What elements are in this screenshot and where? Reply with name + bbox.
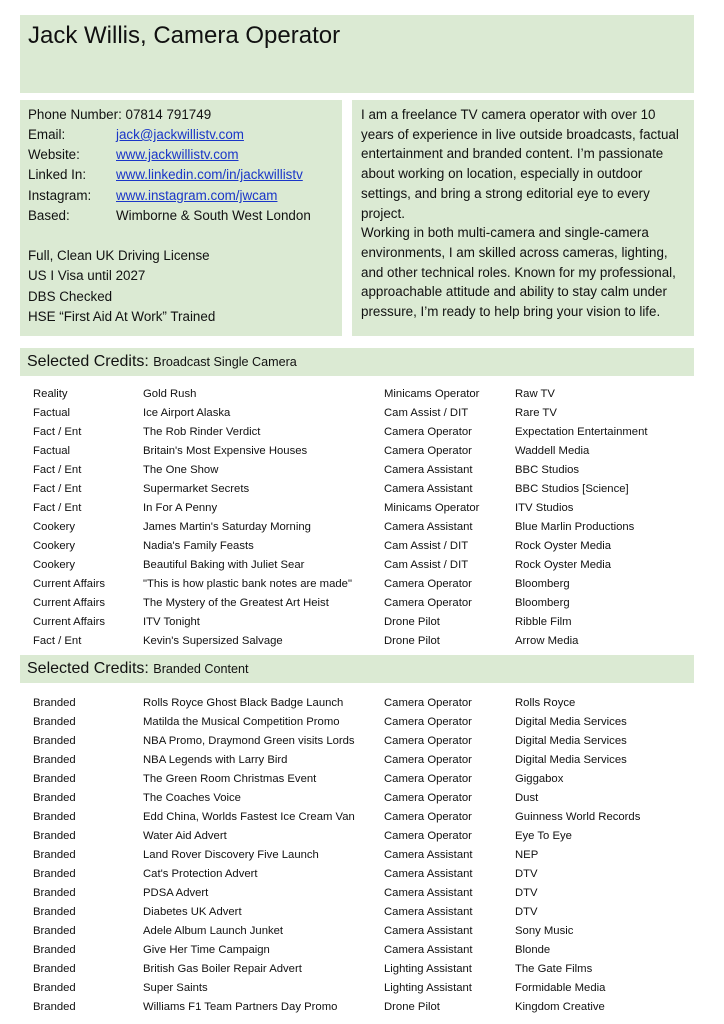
credit-genre: Branded	[33, 1001, 76, 1013]
credit-row	[0, 941, 724, 960]
instagram-label: Instagram:	[28, 188, 92, 203]
credit-role: Camera Operator	[384, 792, 472, 804]
page-title: Jack Willis, Camera Operator	[28, 22, 341, 49]
credit-company: Dust	[515, 792, 539, 804]
credit-role: Camera Operator	[384, 445, 472, 457]
credit-title: Kevin's Supersized Salvage	[143, 635, 283, 647]
dbs-status: DBS Checked	[28, 289, 113, 304]
credit-genre: Current Affairs	[33, 578, 105, 590]
credit-company: The Gate Films	[515, 963, 593, 975]
credit-title: In For A Penny	[143, 502, 218, 514]
credit-company: Bloomberg	[515, 597, 570, 609]
credit-company: Rock Oyster Media	[515, 559, 612, 571]
credit-genre: Branded	[33, 982, 76, 994]
credit-title: ITV Tonight	[143, 616, 200, 628]
credit-title: The One Show	[143, 464, 219, 476]
credit-genre: Branded	[33, 849, 76, 861]
credit-title: Super Saints	[143, 982, 208, 994]
credit-genre: Cookery	[33, 559, 76, 571]
credit-title: Nadia's Family Feasts	[143, 540, 254, 552]
credit-genre: Fact / Ent	[33, 426, 82, 438]
credit-title: Land Rover Discovery Five Launch	[143, 849, 319, 861]
credit-company: Kingdom Creative	[515, 1001, 605, 1013]
credit-role: Camera Operator	[384, 716, 472, 728]
credit-company: NEP	[515, 849, 539, 861]
credit-genre: Current Affairs	[33, 597, 105, 609]
credit-genre: Branded	[33, 735, 76, 747]
credit-company: Arrow Media	[515, 635, 579, 647]
section-title	[27, 353, 297, 371]
credit-role: Camera Operator	[384, 697, 472, 709]
credit-row	[0, 827, 724, 846]
credit-genre: Cookery	[33, 521, 76, 533]
about-paragraph: Working in both multi-camera and single-camera environments, I am skilled across cameras, lighting, and other technical roles. Known for my professional, approachable attitude and ability to stay calm under pressure, I’m ready to help bring your vision to life.	[361, 225, 676, 320]
about-paragraph: I am a freelance TV camera operator with over 10 years of experience in live outside broadcasts, factual entertainment and branded content. I’m passionate about working on location, especially in outdoor settings, and bring a strong editorial eye to every project.	[361, 107, 679, 221]
credit-genre: Branded	[33, 754, 76, 766]
credit-company: Expectation Entertainment	[515, 426, 648, 438]
credit-role: Camera Assistant	[384, 868, 473, 880]
credit-role: Drone Pilot	[384, 635, 440, 647]
credit-genre: Branded	[33, 868, 76, 880]
credit-title: Water Aid Advert	[143, 830, 227, 842]
credit-title: Gold Rush	[143, 388, 197, 400]
credit-title: The Coaches Voice	[143, 792, 241, 804]
credit-genre: Branded	[33, 963, 76, 975]
section-heading: Selected Credits:	[27, 660, 149, 677]
instagram-row	[28, 187, 277, 205]
credit-role: Camera Operator	[384, 597, 472, 609]
based-location: Wimborne & South West London	[116, 208, 311, 223]
credit-row	[0, 998, 724, 1017]
credit-role: Camera Assistant	[384, 887, 473, 899]
credit-company: DTV	[515, 868, 538, 880]
credit-role: Camera Assistant	[384, 464, 473, 476]
credit-title: Britain's Most Expensive Houses	[143, 445, 308, 457]
credit-genre: Fact / Ent	[33, 502, 82, 514]
email-label: Email:	[28, 127, 66, 142]
credit-title: Williams F1 Team Partners Day Promo	[143, 1001, 338, 1013]
credit-row	[0, 423, 724, 442]
credit-row	[0, 922, 724, 941]
about-box	[352, 100, 694, 336]
credit-company: Rare TV	[515, 407, 557, 419]
credit-genre: Cookery	[33, 540, 76, 552]
credit-title: Ice Airport Alaska	[143, 407, 231, 419]
credit-genre: Branded	[33, 906, 76, 918]
credit-row	[0, 632, 724, 651]
credit-genre: Current Affairs	[33, 616, 105, 628]
credit-title: Adele Album Launch Junket	[143, 925, 284, 937]
credit-company: Ribble Film	[515, 616, 572, 628]
credit-role: Camera Assistant	[384, 849, 473, 861]
credit-role: Minicams Operator	[384, 388, 480, 400]
credit-company: DTV	[515, 887, 538, 899]
based-label: Based:	[28, 208, 70, 223]
credit-role: Camera Operator	[384, 735, 472, 747]
credit-row	[0, 979, 724, 998]
credit-title: British Gas Boiler Repair Advert	[143, 963, 302, 975]
credit-genre: Branded	[33, 697, 76, 709]
credit-company: Giggabox	[515, 773, 564, 785]
credit-genre: Branded	[33, 792, 76, 804]
credit-genre: Branded	[33, 716, 76, 728]
credit-genre: Fact / Ent	[33, 483, 82, 495]
credit-role: Minicams Operator	[384, 502, 480, 514]
section-subheading: Broadcast Single Camera	[153, 355, 297, 369]
linkedin-link[interactable]: www.linkedin.com/in/jackwillistv	[116, 167, 303, 182]
credit-role: Camera Operator	[384, 754, 472, 766]
credit-title: The Mystery of the Greatest Art Heist	[143, 597, 329, 609]
credit-title: Supermarket Secrets	[143, 483, 250, 495]
branded-section-header	[20, 655, 694, 683]
section-heading: Selected Credits:	[27, 353, 149, 370]
credit-row	[0, 461, 724, 480]
credit-genre: Branded	[33, 887, 76, 899]
credit-genre: Fact / Ent	[33, 635, 82, 647]
credit-title: "This is how plastic bank notes are made"	[143, 578, 352, 590]
instagram-link[interactable]: www.instagram.com/jwcam	[116, 188, 278, 203]
credit-row	[0, 404, 724, 423]
visa-status: US I Visa until 2027	[28, 268, 146, 283]
credit-role: Camera Assistant	[384, 944, 473, 956]
credit-role: Camera Operator	[384, 811, 472, 823]
credit-genre: Branded	[33, 811, 76, 823]
website-link[interactable]: www.jackwillistv.com	[116, 147, 239, 162]
based-row	[28, 207, 311, 225]
credit-title: Cat's Protection Advert	[143, 868, 258, 880]
credit-genre: Branded	[33, 773, 76, 785]
credit-title: Give Her Time Campaign	[143, 944, 270, 956]
linkedin-label: Linked In:	[28, 167, 87, 182]
credit-company: Waddell Media	[515, 445, 590, 457]
credit-row	[0, 713, 724, 732]
credit-row	[0, 732, 724, 751]
credit-company: Digital Media Services	[515, 754, 627, 766]
credit-role: Drone Pilot	[384, 616, 440, 628]
credit-role: Camera Assistant	[384, 906, 473, 918]
credit-role: Lighting Assistant	[384, 982, 472, 994]
website-label: Website:	[28, 147, 80, 162]
phone-number: Phone Number: 07814 791749	[28, 107, 212, 122]
contact-details-box	[20, 100, 342, 336]
credit-row	[0, 960, 724, 979]
credit-role: Cam Assist / DIT	[384, 407, 469, 419]
credit-role: Lighting Assistant	[384, 963, 472, 975]
header-box	[20, 15, 694, 93]
credit-genre: Branded	[33, 830, 76, 842]
credit-row	[0, 556, 724, 575]
credit-company: DTV	[515, 906, 538, 918]
credit-title: The Green Room Christmas Event	[143, 773, 317, 785]
credit-company: Blue Marlin Productions	[515, 521, 635, 533]
credit-row	[0, 442, 724, 461]
credit-title: The Rob Rinder Verdict	[143, 426, 261, 438]
section-title	[27, 660, 249, 678]
website-row	[28, 146, 239, 164]
credit-row	[0, 518, 724, 537]
credit-row	[0, 789, 724, 808]
credit-title: Edd China, Worlds Fastest Ice Cream Van	[143, 811, 355, 823]
credit-genre: Fact / Ent	[33, 464, 82, 476]
credit-title: Beautiful Baking with Juliet Sear	[143, 559, 305, 571]
credit-row	[0, 846, 724, 865]
credit-genre: Reality	[33, 388, 68, 400]
credit-company: Formidable Media	[515, 982, 606, 994]
credit-title: Rolls Royce Ghost Black Badge Launch	[143, 697, 344, 709]
credit-row	[0, 613, 724, 632]
credit-row	[0, 385, 724, 404]
credit-title: NBA Legends with Larry Bird	[143, 754, 288, 766]
credit-row	[0, 865, 724, 884]
credit-row	[0, 770, 724, 789]
credit-company: BBC Studios	[515, 464, 580, 476]
credit-company: Raw TV	[515, 388, 555, 400]
credit-role: Camera Assistant	[384, 483, 473, 495]
credit-row	[0, 480, 724, 499]
credit-company: Bloomberg	[515, 578, 570, 590]
credit-role: Camera Operator	[384, 830, 472, 842]
credit-row	[0, 575, 724, 594]
credit-role: Camera Assistant	[384, 925, 473, 937]
credit-title: NBA Promo, Draymond Green visits Lords	[143, 735, 355, 747]
credit-genre: Factual	[33, 407, 71, 419]
credit-company: Guinness World Records	[515, 811, 641, 823]
credit-role: Camera Operator	[384, 773, 472, 785]
credit-company: Digital Media Services	[515, 735, 627, 747]
credit-company: Eye To Eye	[515, 830, 572, 842]
credit-title: James Martin's Saturday Morning	[143, 521, 311, 533]
about-text	[361, 105, 689, 322]
credit-row	[0, 694, 724, 713]
credit-role: Camera Operator	[384, 578, 472, 590]
credit-role: Drone Pilot	[384, 1001, 440, 1013]
credit-row	[0, 594, 724, 613]
credit-title: PDSA Advert	[143, 887, 209, 899]
credit-company: BBC Studios [Science]	[515, 483, 629, 495]
credit-row	[0, 903, 724, 922]
credit-company: Sony Music	[515, 925, 574, 937]
broadcast-section-header	[20, 348, 694, 376]
first-aid-training: HSE “First Aid At Work” Trained	[28, 309, 216, 324]
linkedin-row	[28, 166, 303, 184]
credit-company: Blonde	[515, 944, 551, 956]
credit-row	[0, 499, 724, 518]
credit-row	[0, 884, 724, 903]
email-row	[28, 126, 244, 144]
credit-role: Cam Assist / DIT	[384, 540, 469, 552]
credit-row	[0, 808, 724, 827]
credit-role: Camera Assistant	[384, 521, 473, 533]
credit-company: Rolls Royce	[515, 697, 576, 709]
driving-license: Full, Clean UK Driving License	[28, 248, 210, 263]
credit-title: Diabetes UK Advert	[143, 906, 242, 918]
credit-genre: Branded	[33, 944, 76, 956]
section-subheading: Branded Content	[153, 662, 249, 676]
email-link[interactable]: jack@jackwillistv.com	[116, 127, 244, 142]
credit-company: Rock Oyster Media	[515, 540, 612, 552]
credit-genre: Factual	[33, 445, 71, 457]
credit-title: Matilda the Musical Competition Promo	[143, 716, 340, 728]
credit-genre: Branded	[33, 925, 76, 937]
credit-role: Cam Assist / DIT	[384, 559, 469, 571]
credit-company: ITV Studios	[515, 502, 574, 514]
credit-row	[0, 751, 724, 770]
credit-row	[0, 537, 724, 556]
credit-role: Camera Operator	[384, 426, 472, 438]
credit-company: Digital Media Services	[515, 716, 627, 728]
